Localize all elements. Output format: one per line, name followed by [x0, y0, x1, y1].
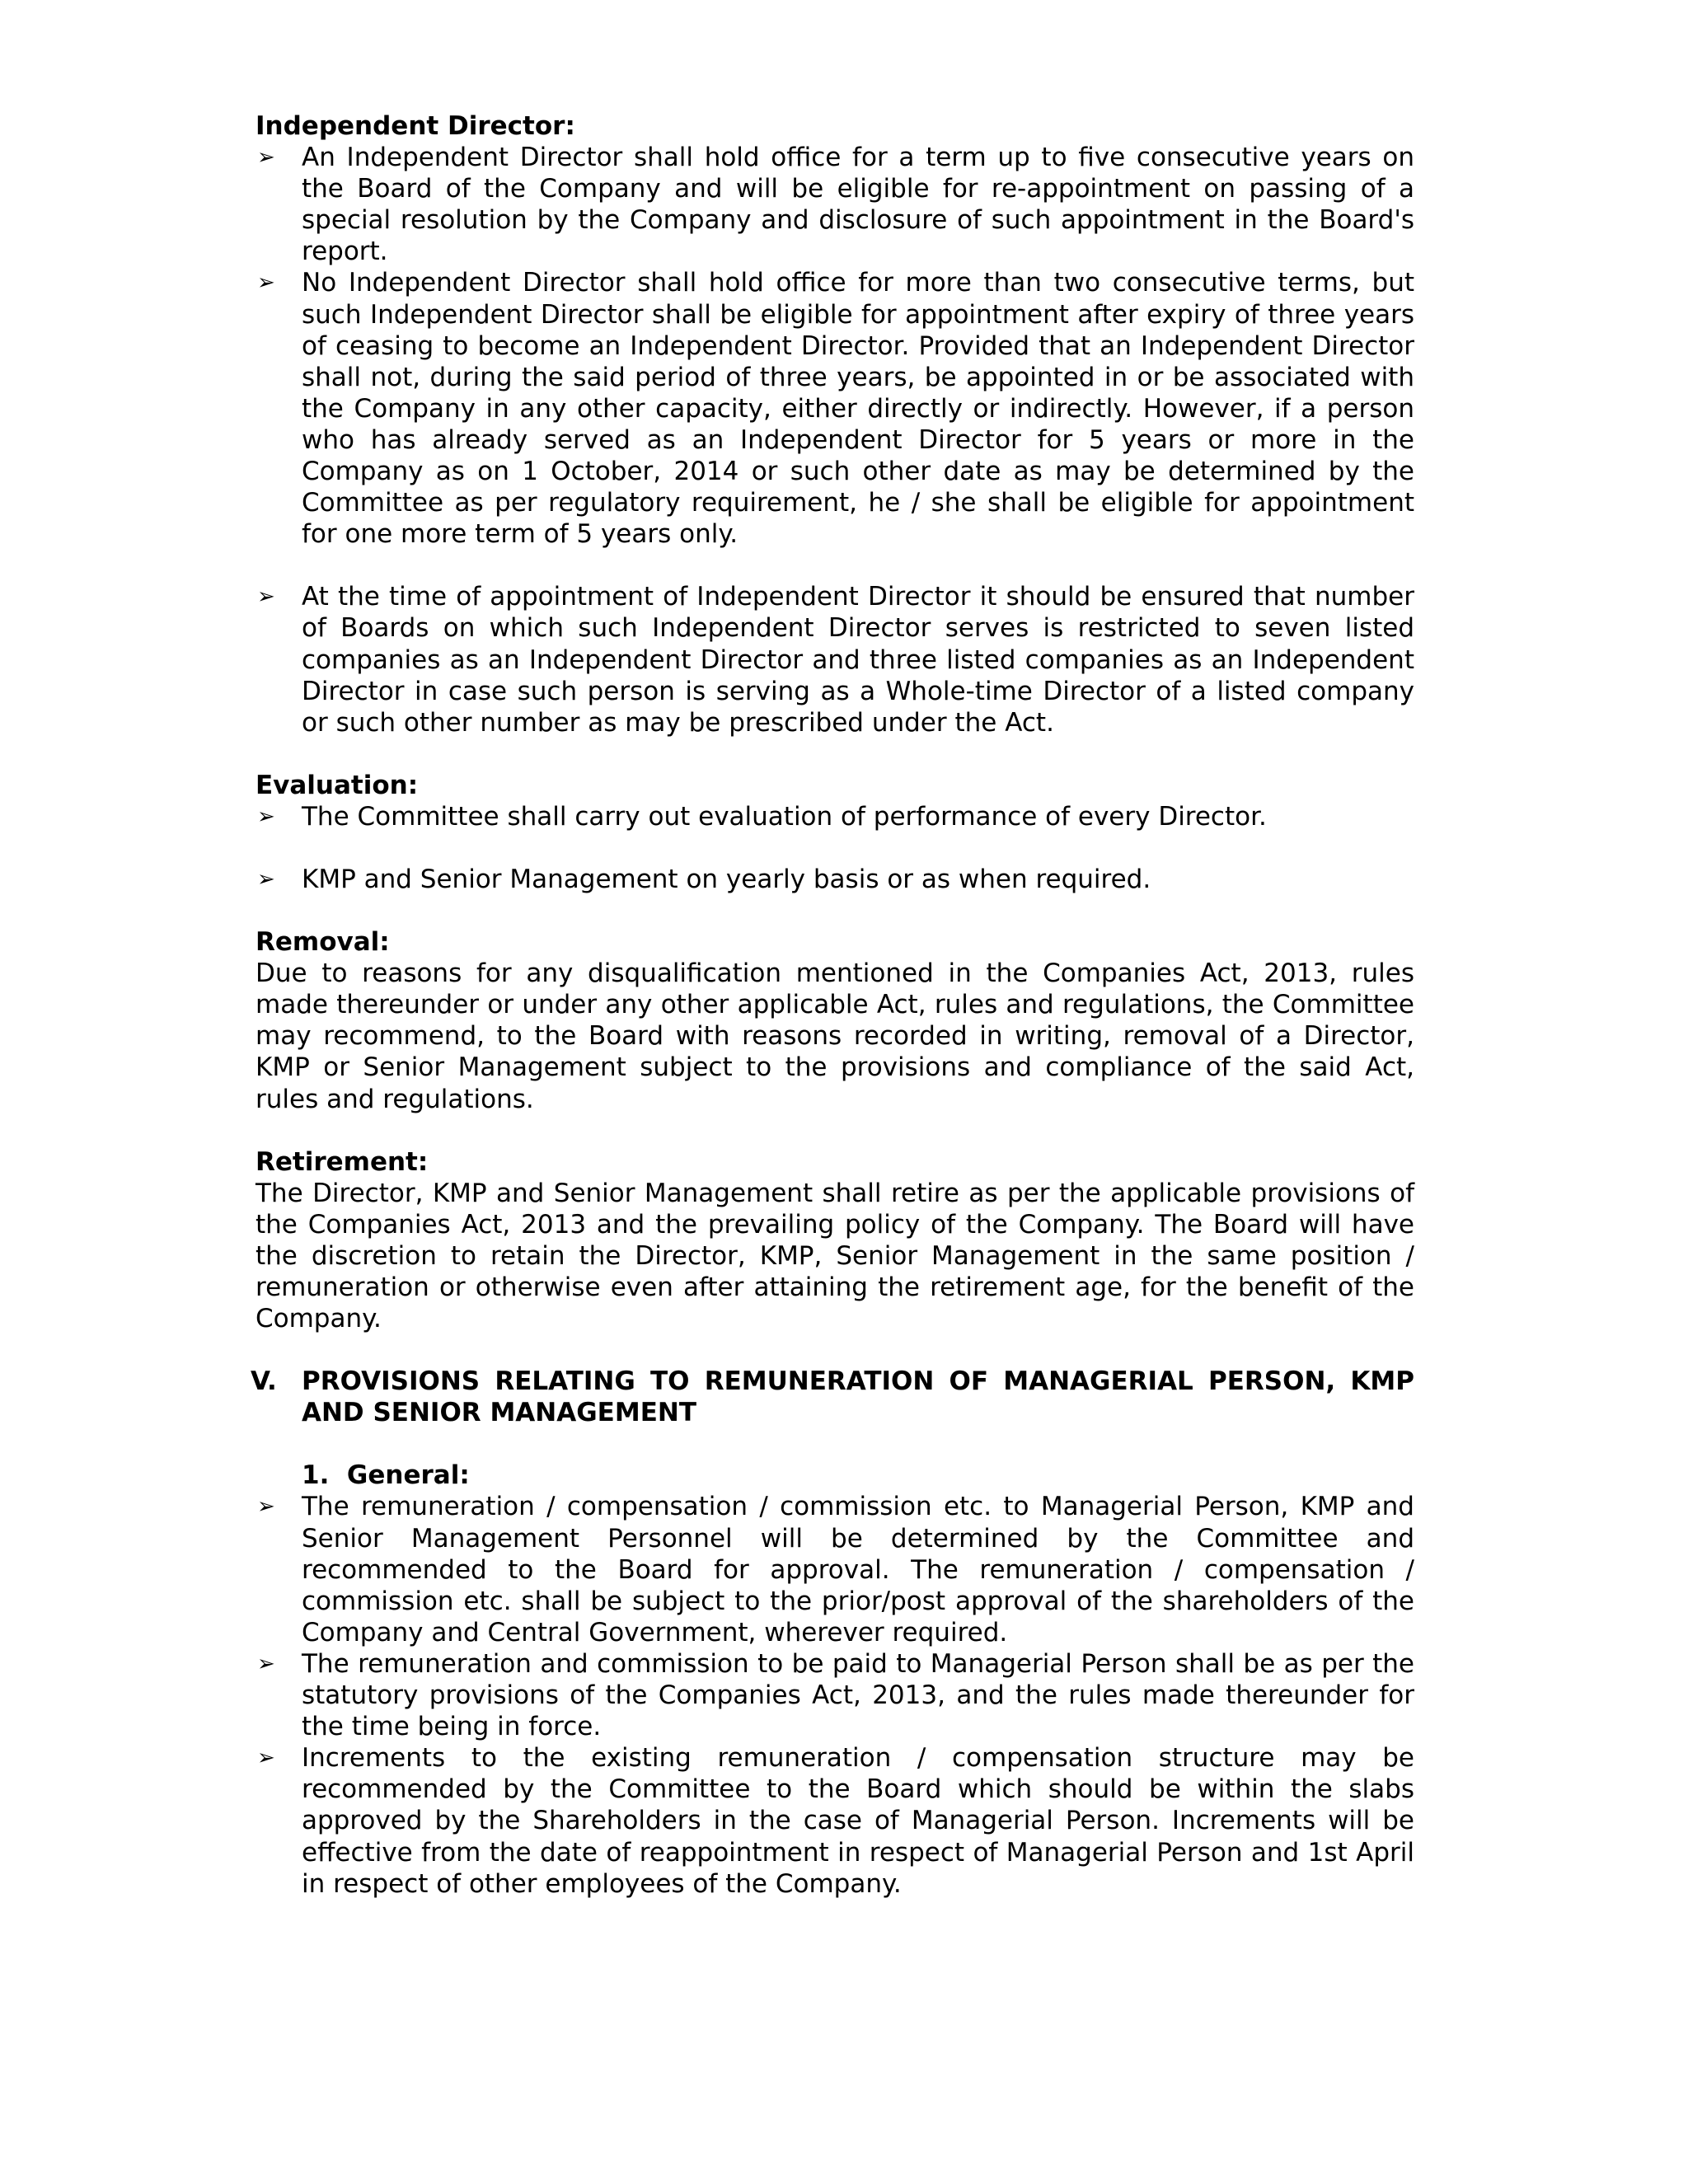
list-item: ➢ No Independent Director shall hold office for more than two consecutive terms, but such Independent Director shall be eligible for appointment after expiry of three years of ceasing to become an Independent Director. Provided that an Independent Director shall not, during the said period of three years, be appointed in or be associated with the Company in any other capacity, either directly or indirectly. However, if a person who has already served as an Independent Director for 5 years or more in the Company as on 1 October, 2014 or such other date as may be determined by the Committee as per regulatory requirement, he / she shall be eligible for appointment for one more term of 5 years only. — [257, 268, 1414, 550]
removal-paragraph: Due to reasons for any disqualification mentioned in the Companies Act, 2013, rules made thereunder or under any other applicable Act, rules and regulations, the Committee may recommend, to the Board with reasons recorded in writing, removal of a Director, KMP or Senior Management subject to the provisions and compliance of the said Act, rules and regulations. — [256, 958, 1414, 1114]
arrow-bullet-icon: ➢ — [257, 270, 275, 296]
arrow-bullet-icon: ➢ — [257, 145, 275, 171]
spacer — [256, 550, 1414, 581]
independent-director-list — [256, 142, 1414, 738]
spacer — [256, 1428, 1414, 1460]
spacer — [256, 895, 1414, 926]
general-list — [256, 1491, 1414, 1899]
section-v-title — [251, 1366, 1414, 1428]
removal-heading: Removal: — [256, 927, 390, 958]
list-item: ➢ KMP and Senior Management on yearly basis or as when required. — [257, 864, 1151, 894]
list-item: ➢ The remuneration / compensation / commission etc. to Managerial Person, KMP and Senior Management Personnel will be determined by the Committee and recommended to the Board for approval. The remuneration / compensation / commission etc. shall be subject to the prior/post approval of the shareholders of the Company and Central Government, wherever required. — [257, 1492, 1414, 1647]
retirement-heading: Retirement: — [256, 1146, 429, 1177]
evaluation-list — [256, 801, 1414, 895]
spacer — [256, 1115, 1414, 1146]
section-number: V. — [251, 1366, 277, 1397]
list-item: ➢ At the time of appointment of Independent Director it should be ensured that number of Boards on which such Independent Director serves is restricted to seven listed companies as an Independent Director and three listed companies as an Independent Director in case such person is serving as a Whole-time Director of a listed company or such other number as may be prescribed under the Act. — [257, 582, 1414, 738]
document-page — [251, 110, 1414, 1900]
evaluation-heading: Evaluation: — [256, 770, 419, 800]
arrow-bullet-icon: ➢ — [257, 1746, 275, 1771]
list-item: ➢ An Independent Director shall hold office for a term up to five consecutive years on the Board of the Company and will be eligible for re-appointment on passing of a special resolution by the Company and disclosure of such appointment in the Board's report. — [257, 143, 1414, 267]
arrow-bullet-icon: ➢ — [257, 584, 275, 610]
general-heading: 1. General: — [302, 1460, 470, 1491]
list-item: ➢ The Committee shall carry out evaluation of performance of every Director. — [257, 801, 1267, 832]
arrow-bullet-icon: ➢ — [257, 1651, 275, 1676]
list-item: ➢ Increments to the existing remuneration / compensation structure may be recommended by the Committee to the Board which should be within the slabs approved by the Shareholders in the case of Managerial Person. Increments will be effective from the date of reappointment in respect of Managerial Person and 1st April in respect of other employees of the Company. — [257, 1743, 1414, 1899]
arrow-bullet-icon: ➢ — [257, 804, 275, 829]
section-title-text: PROVISIONS RELATING TO REMUNERATION OF MANAGERIAL PERSON, KMP AND SENIOR MANAGEMENT — [302, 1366, 1414, 1428]
spacer — [256, 1334, 1414, 1366]
spacer — [256, 738, 1414, 770]
retirement-paragraph: The Director, KMP and Senior Management shall retire as per the applicable provisions of the Companies Act, 2013 and the prevailing policy of the Company. The Board will have the discretion to retain the Director, KMP, Senior Management in the same position / remuneration or otherwise even after attaining the retirement age, for the benefit of the Company. — [256, 1178, 1414, 1334]
arrow-bullet-icon: ➢ — [257, 1494, 275, 1520]
list-item: ➢ The remuneration and commission to be paid to Managerial Person shall be as per the statutory provisions of the Companies Act, 2013, and the rules made thereunder for the time being in force. — [257, 1648, 1414, 1742]
spacer — [256, 832, 1414, 864]
independent-director-heading: Independent Director: — [256, 111, 575, 141]
arrow-bullet-icon: ➢ — [257, 866, 275, 892]
